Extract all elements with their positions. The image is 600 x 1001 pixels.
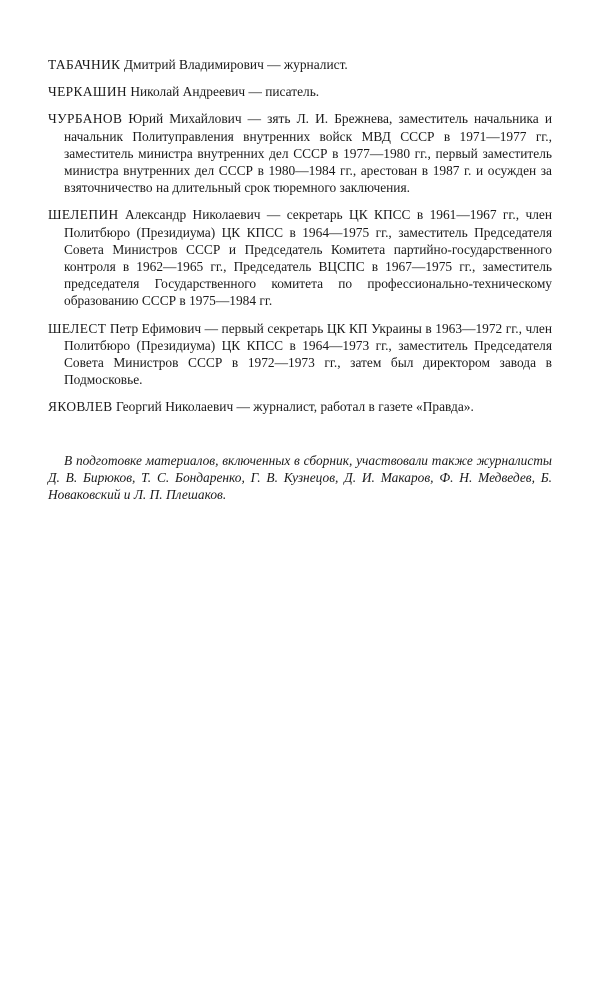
entry-text: Николай Андреевич — писатель. (126, 84, 320, 100)
entry-text: Петр Ефимович — первый секретарь ЦК КП Украины в 1963—1972 гг., член Политбюро (Президиума) ЦК КПСС в 1964—1973 гг., заместитель Председателя Совета Министров СССР в 1972—1973 гг., затем был директором завода в Подмосковье. (64, 320, 552, 388)
section-spacer (48, 426, 552, 452)
document-page (48, 56, 552, 503)
entry-text: Юрий Михайлович — зять Л. И. Брежнева, заместитель начальника и начальник Политуправления внутренних войск МВД СССР в 1971—1977 гг., заместитель министра внутренних дел СССР в 1977—1980 гг., первый заместитель министра внутренних дел СССР в 1980—1984 гг., арестован в 1987 г. и осужден за взяточничество на длительный срок тюремного заключения. (64, 111, 552, 196)
entry-cherkashin (48, 83, 552, 100)
contributors-note: В подготовке материалов, включенных в сборник, участвовали также журналисты Д. В. Бирюков, Т. С. Бондаренко, Г. В. Кузнецов, Д. И. Макаров, Ф. Н. Медведев, Б. Новаковский и Л. П. Плешаков. (48, 452, 552, 503)
entry-surname: ШЕЛЕПИН (48, 207, 119, 223)
entry-surname: ЧУРБАНОВ (48, 111, 123, 127)
entry-churbanov (48, 110, 552, 196)
entry-shelest (48, 320, 552, 389)
entry-shelepin (48, 206, 552, 309)
entry-tabachnik (48, 56, 552, 73)
entry-yakovlev (48, 398, 552, 415)
entry-surname: ЯКОВЛЕВ (48, 399, 113, 415)
entry-text: Александр Николаевич — секретарь ЦК КПСС в 1961—1967 гг., член Политбюро (Президиума) ЦК КПСС в 1964—1975 гг., заместитель Председателя Совета Министров СССР и Председатель Комитета партийно-государственного контроля в 1962—1965 гг., Председатель ВЦСПС в 1967—1975 гг., заместитель председателя Государственного комитета по профессионально-техническому образованию СССР в 1975—1984 гг. (64, 207, 552, 309)
entry-surname: ШЕЛЕСТ (48, 320, 107, 336)
entry-surname: ЧЕРКАШИН (48, 84, 127, 100)
entry-text: Дмитрий Владимирович — журналист. (120, 57, 348, 72)
entry-text: Георгий Николаевич — журналист, работал в газете «Правда». (112, 399, 474, 415)
entry-surname: ТАБАЧНИК (48, 57, 121, 72)
